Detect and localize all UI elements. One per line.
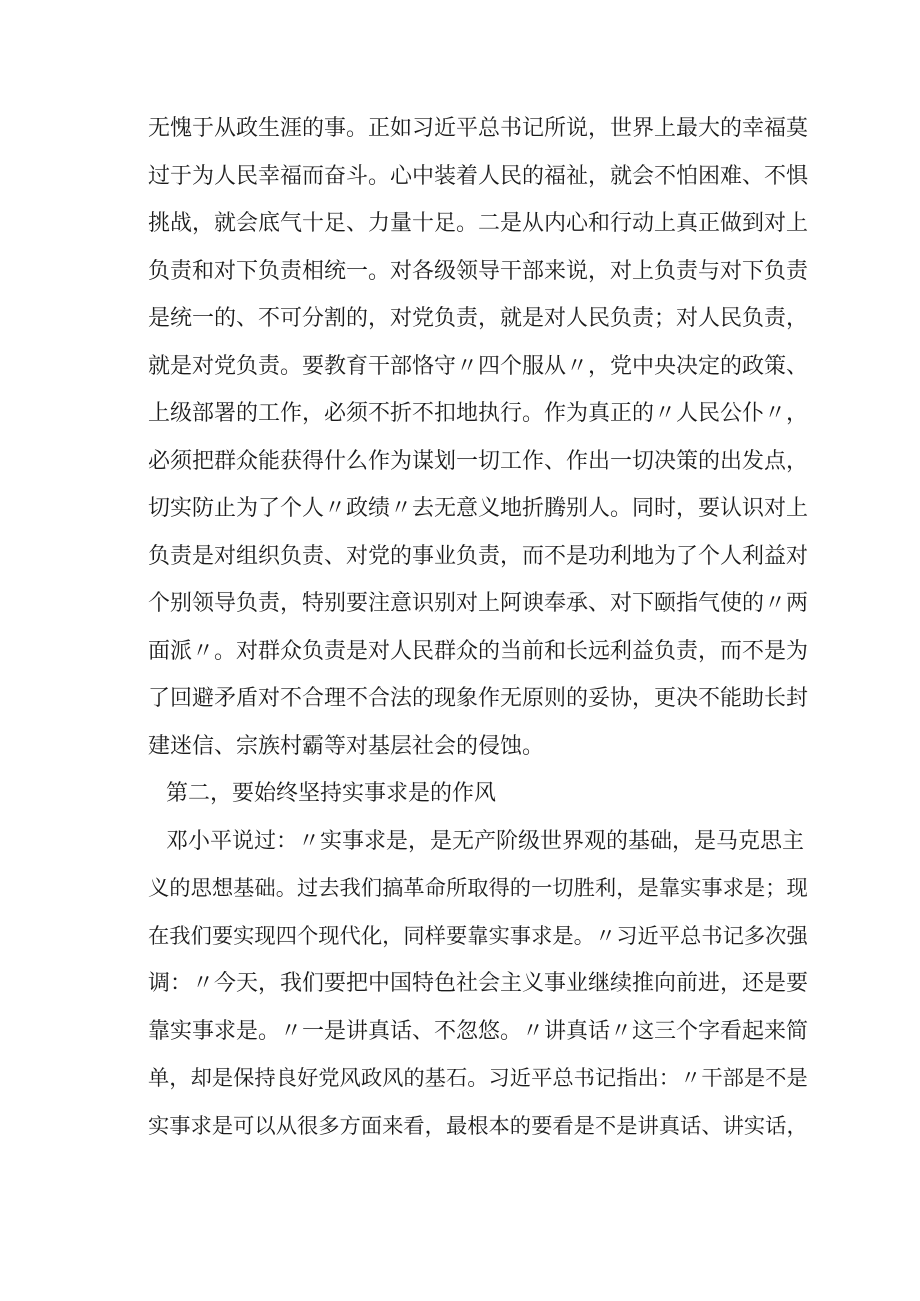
text-line: 面派〃。对群众负责是对人民群众的当前和长远利益负责，而不是为	[148, 638, 809, 664]
body-text	[148, 105, 808, 1150]
text-line: 负责和对下负责相统一。对各级领导干部来说，对上负责与对下负责	[148, 258, 809, 284]
text-line: 实事求是可以从很多方面来看，最根本的要看是不是讲真话、讲实话，	[148, 1113, 808, 1139]
text-line: 了回避矛盾对不合理不合法的现象作无原则的妥协，更决不能助长封	[148, 686, 809, 711]
text-line: 义的思想基础。过去我们搞革命所取得的一切胜利，是靠实事求是；现	[148, 876, 808, 901]
text-line: 建迷信、宗族村霸等对基层社会的侵蚀。	[148, 733, 545, 759]
text-line: 在我们要实现四个现代化，同样要靠实事求是。〃习近平总书记多次强	[148, 923, 808, 949]
section-heading: 第二，要始终坚持实事求是的作风	[166, 781, 497, 806]
text-line: 挑战，就会底气十足、力量十足。二是从内心和行动上真正做到对上	[148, 211, 809, 236]
text-line: 无愧于从政生涯的事。正如习近平总书记所说，世界上最大的幸福莫	[148, 116, 809, 141]
text-line: 靠实事求是。〃一是讲真话、不忽悠。〃讲真话〃这三个字看起来简	[148, 1018, 809, 1044]
text-line: 邓小平说过：〃实事求是，是无产阶级世界观的基础，是马克思主	[166, 828, 805, 854]
text-line: 负责是对组织负责、对党的事业负责，而不是功利地为了个人利益对	[148, 543, 809, 569]
text-line: 单，却是保持良好党风政风的基石。习近平总书记指出：〃干部是不是	[148, 1066, 808, 1091]
text-line: 过于为人民幸福而奋斗。心中装着人民的福祉，就会不怕困难、不惧	[148, 163, 809, 189]
text-line: 个别领导负责，特别要注意识别对上阿谀奉承、对下颐指气使的〃两	[148, 591, 809, 616]
text-line: 调：〃今天，我们要把中国特色社会主义事业继续推向前进，还是要	[148, 971, 809, 996]
text-line: 就是对党负责。要教育干部恪守〃四个服从〃，党中央决定的政策、	[148, 353, 809, 379]
text-line: 切实防止为了个人〃政绩〃去无意义地折腾别人。同时，要认识对上	[148, 496, 809, 521]
text-line: 上级部署的工作，必须不折不扣地执行。作为真正的〃人民公仆〃，	[148, 401, 809, 426]
text-line: 是统一的、不可分割的，对党负责，就是对人民负责；对人民负责，	[148, 306, 809, 331]
text-line: 必须把群众能获得什么作为谋划一切工作、作出一切决策的出发点，	[148, 448, 809, 474]
